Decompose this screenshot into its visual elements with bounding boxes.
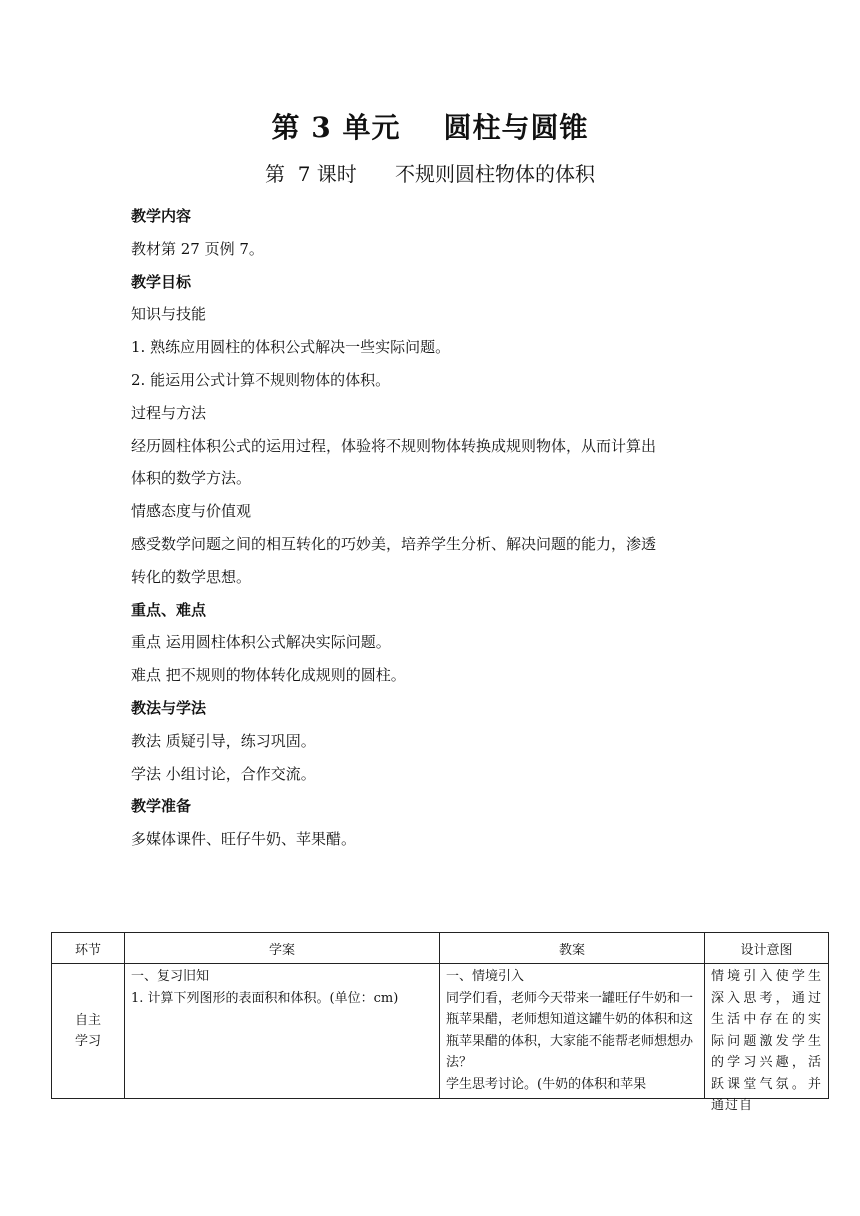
body-line: 多媒体课件、旺仔牛奶、苹果醋。 (131, 830, 357, 849)
section-heading: 重点、难点 (131, 600, 207, 619)
body-line: 教法 质疑引导，练习巩固。 (131, 731, 316, 750)
section-heading: 教学准备 (131, 797, 192, 816)
lesson-plan-table (51, 932, 829, 1113)
study-plan-text: 一、复习旧知 1. 计算下列图形的表面积和体积。(单位：cm) (131, 969, 399, 1006)
teaching-plan-text: 一、情境引入 同学们看，老师今天带来一罐旺仔牛奶和一瓶苹果醋，老师想知道这罐牛奶的体积和这瓶苹果醋的体积，大家能不能帮老师想想办法？ 学生思考讨论。(牛奶的体积和苹果 (446, 969, 694, 1092)
body-line: 知识与技能 (131, 305, 207, 324)
section-heading: 教学目标 (131, 272, 192, 291)
body-line: 难点 把不规则的物体转化成规则的圆柱。 (131, 666, 406, 685)
section-heading: 教法与学法 (131, 698, 207, 717)
table-row (52, 964, 829, 1099)
body-line: 体积的数学方法。 (131, 469, 252, 488)
body-line: 2. 能运用公式计算不规则物体的体积。 (131, 370, 391, 389)
header-stage: 环节 (52, 933, 125, 964)
header-teaching-plan: 教案 (440, 933, 705, 964)
cell-study-plan (125, 964, 440, 1099)
page-title: 第 3 单元 圆柱与圆锥 (271, 111, 589, 144)
body-line: 教材第 27 页例 7。 (131, 239, 264, 258)
header-study-plan: 学案 (125, 933, 440, 964)
lesson-body (131, 200, 741, 856)
body-line: 感受数学问题之间的相互转化的巧妙美，培养学生分析、解决问题的能力，渗透 (131, 534, 657, 553)
table-header-row (52, 933, 829, 964)
body-line: 转化的数学思想。 (131, 567, 252, 586)
cell-stage (52, 964, 125, 1099)
cell-design-intent (705, 964, 829, 1113)
body-line: 重点 运用圆柱体积公式解决实际问题。 (131, 633, 391, 652)
design-intent-text: 情境引入使学生深入思考，通过生活中存在的实际问题激发学生的学习兴趣，活跃课堂气氛。并通过自 (711, 969, 822, 1113)
body-line: 过程与方法 (131, 403, 207, 422)
body-line: 情感态度与价值观 (131, 502, 252, 521)
header-design-intent: 设计意图 (705, 933, 829, 964)
section-heading: 教学内容 (131, 207, 192, 225)
lesson-subtitle: 第 7 课时 不规则圆柱物体的体积 (265, 162, 595, 186)
cell-teaching-plan (440, 964, 705, 1099)
body-line: 1. 熟练应用圆柱的体积公式解决一些实际问题。 (131, 338, 451, 357)
stage-label: 自主 学习 (74, 1012, 101, 1049)
body-line: 学法 小组讨论，合作交流。 (131, 764, 316, 783)
body-line: 经历圆柱体积公式的运用过程，体验将不规则物体转换成规则物体，从而计算出 (131, 436, 657, 455)
